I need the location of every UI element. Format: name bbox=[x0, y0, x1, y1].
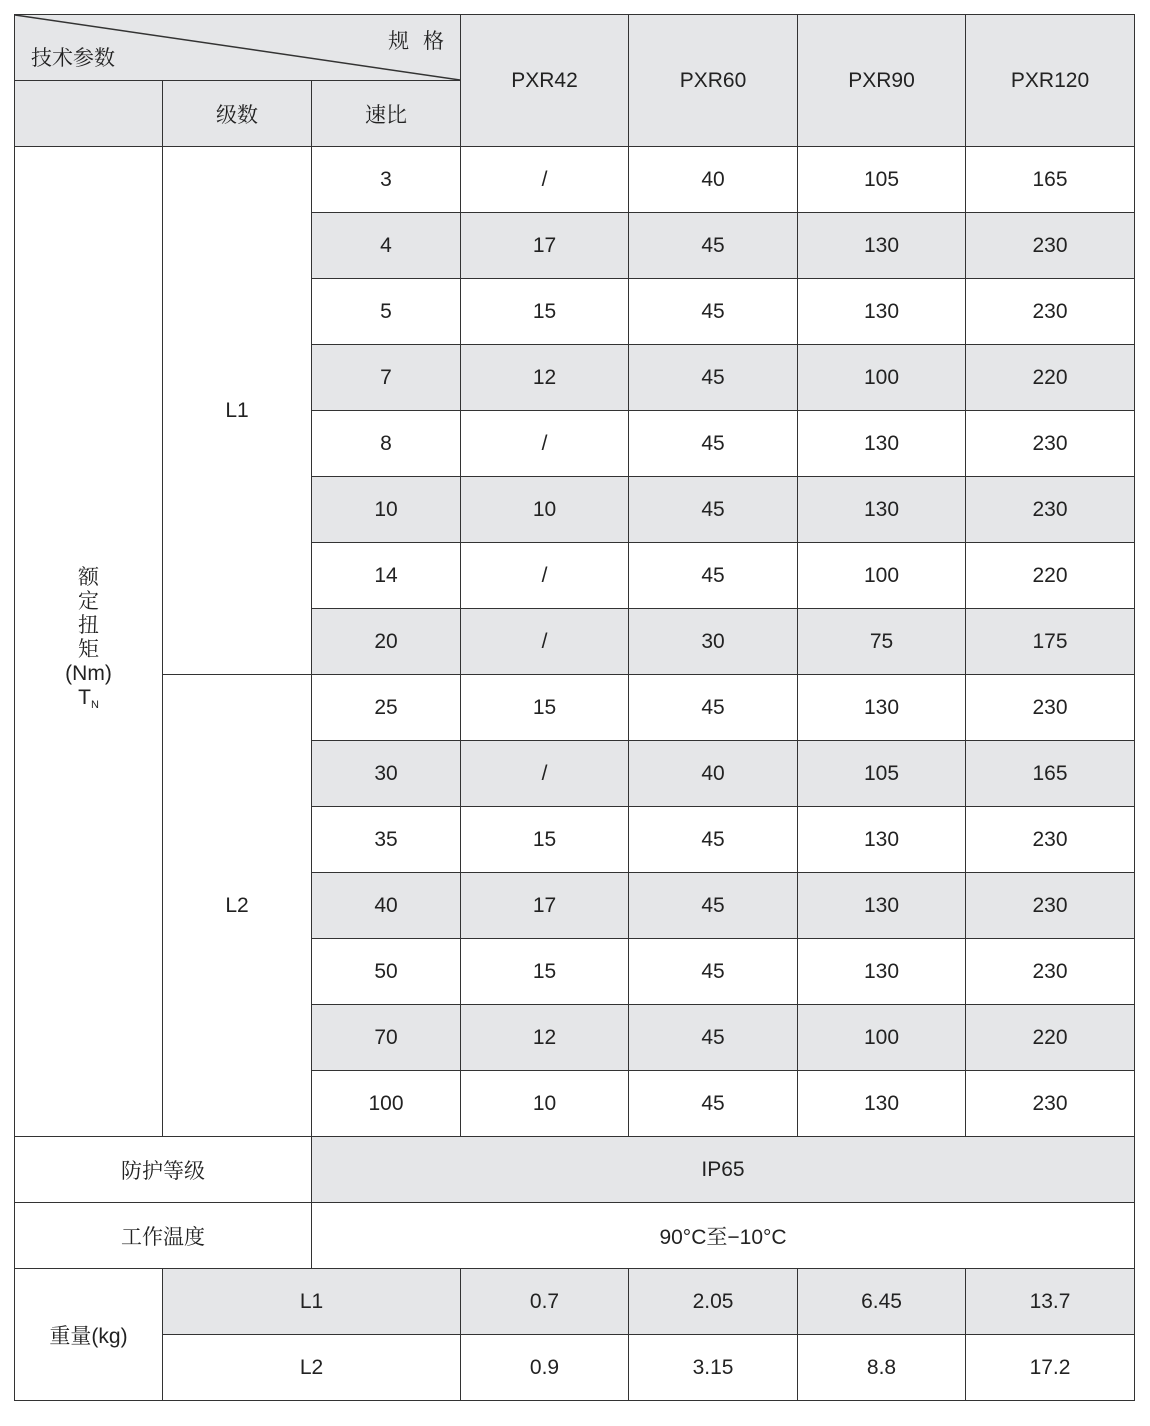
torque-value-cell: 45 bbox=[629, 807, 798, 873]
torque-value-cell: 100 bbox=[798, 1005, 966, 1071]
torque-value-cell: 10 bbox=[461, 477, 629, 543]
torque-value-cell: 45 bbox=[629, 1071, 798, 1137]
ratio-cell: 100 bbox=[312, 1071, 461, 1137]
torque-value-cell: 130 bbox=[798, 939, 966, 1005]
ratio-cell: 4 bbox=[312, 213, 461, 279]
protection-label: 防护等级 bbox=[15, 1137, 312, 1203]
torque-symbol bbox=[65, 686, 112, 717]
weight-value-cell: 0.7 bbox=[461, 1269, 629, 1335]
stage-header: 级数 bbox=[163, 81, 312, 147]
torque-value-cell: 45 bbox=[629, 411, 798, 477]
blank-header-cell bbox=[15, 81, 163, 147]
model-header: PXR60 bbox=[629, 15, 798, 147]
torque-label-char: 扭 bbox=[78, 614, 99, 637]
torque-value-cell: / bbox=[461, 741, 629, 807]
temperature-label: 工作温度 bbox=[15, 1203, 312, 1269]
torque-value-cell: 165 bbox=[966, 741, 1135, 807]
torque-value-cell: 15 bbox=[461, 675, 629, 741]
weight-row bbox=[15, 1335, 1135, 1401]
stage-cell: L2 bbox=[163, 675, 312, 1137]
torque-row bbox=[15, 147, 1135, 213]
torque-value-cell: 17 bbox=[461, 213, 629, 279]
torque-value-cell: 12 bbox=[461, 345, 629, 411]
torque-value-cell: 130 bbox=[798, 873, 966, 939]
torque-value-cell: 130 bbox=[798, 411, 966, 477]
torque-value-cell: 230 bbox=[966, 939, 1135, 1005]
ratio-cell: 70 bbox=[312, 1005, 461, 1071]
model-header: PXR90 bbox=[798, 15, 966, 147]
torque-value-cell: 230 bbox=[966, 675, 1135, 741]
torque-value-cell: 220 bbox=[966, 345, 1135, 411]
protection-row bbox=[15, 1137, 1135, 1203]
ratio-cell: 10 bbox=[312, 477, 461, 543]
torque-label bbox=[65, 566, 112, 717]
temperature-value: 90°C至−10°C bbox=[312, 1203, 1135, 1269]
torque-value-cell: 130 bbox=[798, 1071, 966, 1137]
torque-value-cell: 175 bbox=[966, 609, 1135, 675]
torque-value-cell: 30 bbox=[629, 609, 798, 675]
weight-value-cell: 13.7 bbox=[966, 1269, 1135, 1335]
weight-value-cell: 3.15 bbox=[629, 1335, 798, 1401]
spec-label: 规 格 bbox=[388, 30, 449, 53]
weight-value-cell: 6.45 bbox=[798, 1269, 966, 1335]
torque-value-cell: 230 bbox=[966, 477, 1135, 543]
torque-value-cell: 230 bbox=[966, 411, 1135, 477]
torque-value-cell: 230 bbox=[966, 213, 1135, 279]
torque-value-cell: 100 bbox=[798, 543, 966, 609]
torque-value-cell: 100 bbox=[798, 345, 966, 411]
torque-value-cell: 220 bbox=[966, 1005, 1135, 1071]
torque-value-cell: 130 bbox=[798, 477, 966, 543]
torque-value-cell: 45 bbox=[629, 345, 798, 411]
torque-value-cell: 15 bbox=[461, 939, 629, 1005]
ratio-cell: 25 bbox=[312, 675, 461, 741]
torque-value-cell: 230 bbox=[966, 873, 1135, 939]
torque-value-cell: 75 bbox=[798, 609, 966, 675]
torque-value-cell: 45 bbox=[629, 543, 798, 609]
torque-value-cell: 130 bbox=[798, 213, 966, 279]
torque-value-cell: / bbox=[461, 543, 629, 609]
param-label: 技术参数 bbox=[31, 47, 115, 70]
torque-value-cell: 230 bbox=[966, 1071, 1135, 1137]
spec-table bbox=[14, 14, 1135, 1401]
torque-value-cell: 45 bbox=[629, 213, 798, 279]
ratio-cell: 20 bbox=[312, 609, 461, 675]
torque-value-cell: 45 bbox=[629, 279, 798, 345]
model-header: PXR120 bbox=[966, 15, 1135, 147]
ratio-cell: 7 bbox=[312, 345, 461, 411]
torque-value-cell: 45 bbox=[629, 1005, 798, 1071]
ratio-cell: 50 bbox=[312, 939, 461, 1005]
torque-value-cell: 220 bbox=[966, 543, 1135, 609]
weight-label: 重量(kg) bbox=[15, 1269, 163, 1401]
ratio-cell: 5 bbox=[312, 279, 461, 345]
weight-row bbox=[15, 1269, 1135, 1335]
weight-value-cell: 17.2 bbox=[966, 1335, 1135, 1401]
torque-value-cell: 45 bbox=[629, 477, 798, 543]
torque-symbol-sub: N bbox=[90, 699, 99, 711]
torque-value-cell: 45 bbox=[629, 939, 798, 1005]
torque-value-cell: 15 bbox=[461, 807, 629, 873]
torque-value-cell: 17 bbox=[461, 873, 629, 939]
temperature-row bbox=[15, 1203, 1135, 1269]
torque-label-char: 矩 bbox=[78, 638, 99, 661]
torque-value-cell: 130 bbox=[798, 807, 966, 873]
torque-label-cell bbox=[15, 147, 163, 1137]
ratio-cell: 35 bbox=[312, 807, 461, 873]
torque-value-cell: 165 bbox=[966, 147, 1135, 213]
torque-label-char: 定 bbox=[78, 590, 99, 613]
ratio-cell: 30 bbox=[312, 741, 461, 807]
model-header: PXR42 bbox=[461, 15, 629, 147]
protection-value: IP65 bbox=[312, 1137, 1135, 1203]
torque-value-cell: 15 bbox=[461, 279, 629, 345]
torque-symbol-main: T bbox=[78, 686, 91, 709]
weight-stage-cell: L2 bbox=[163, 1335, 461, 1401]
torque-value-cell: / bbox=[461, 411, 629, 477]
weight-value-cell: 8.8 bbox=[798, 1335, 966, 1401]
weight-value-cell: 2.05 bbox=[629, 1269, 798, 1335]
torque-row bbox=[15, 675, 1135, 741]
torque-value-cell: 105 bbox=[798, 147, 966, 213]
torque-label-char: 额 bbox=[78, 566, 99, 589]
torque-unit: (Nm) bbox=[65, 662, 112, 685]
torque-value-cell: 130 bbox=[798, 279, 966, 345]
torque-value-cell: 130 bbox=[798, 675, 966, 741]
ratio-cell: 3 bbox=[312, 147, 461, 213]
weight-stage-cell: L1 bbox=[163, 1269, 461, 1335]
weight-value-cell: 0.9 bbox=[461, 1335, 629, 1401]
torque-value-cell: / bbox=[461, 147, 629, 213]
torque-value-cell: 45 bbox=[629, 873, 798, 939]
torque-value-cell: 10 bbox=[461, 1071, 629, 1137]
ratio-cell: 14 bbox=[312, 543, 461, 609]
ratio-cell: 40 bbox=[312, 873, 461, 939]
torque-value-cell: / bbox=[461, 609, 629, 675]
torque-value-cell: 105 bbox=[798, 741, 966, 807]
ratio-cell: 8 bbox=[312, 411, 461, 477]
torque-value-cell: 45 bbox=[629, 675, 798, 741]
torque-value-cell: 230 bbox=[966, 279, 1135, 345]
header-diagonal-cell bbox=[15, 15, 461, 81]
torque-value-cell: 230 bbox=[966, 807, 1135, 873]
stage-cell: L1 bbox=[163, 147, 312, 675]
torque-value-cell: 40 bbox=[629, 741, 798, 807]
torque-value-cell: 40 bbox=[629, 147, 798, 213]
torque-value-cell: 12 bbox=[461, 1005, 629, 1071]
ratio-header: 速比 bbox=[312, 81, 461, 147]
